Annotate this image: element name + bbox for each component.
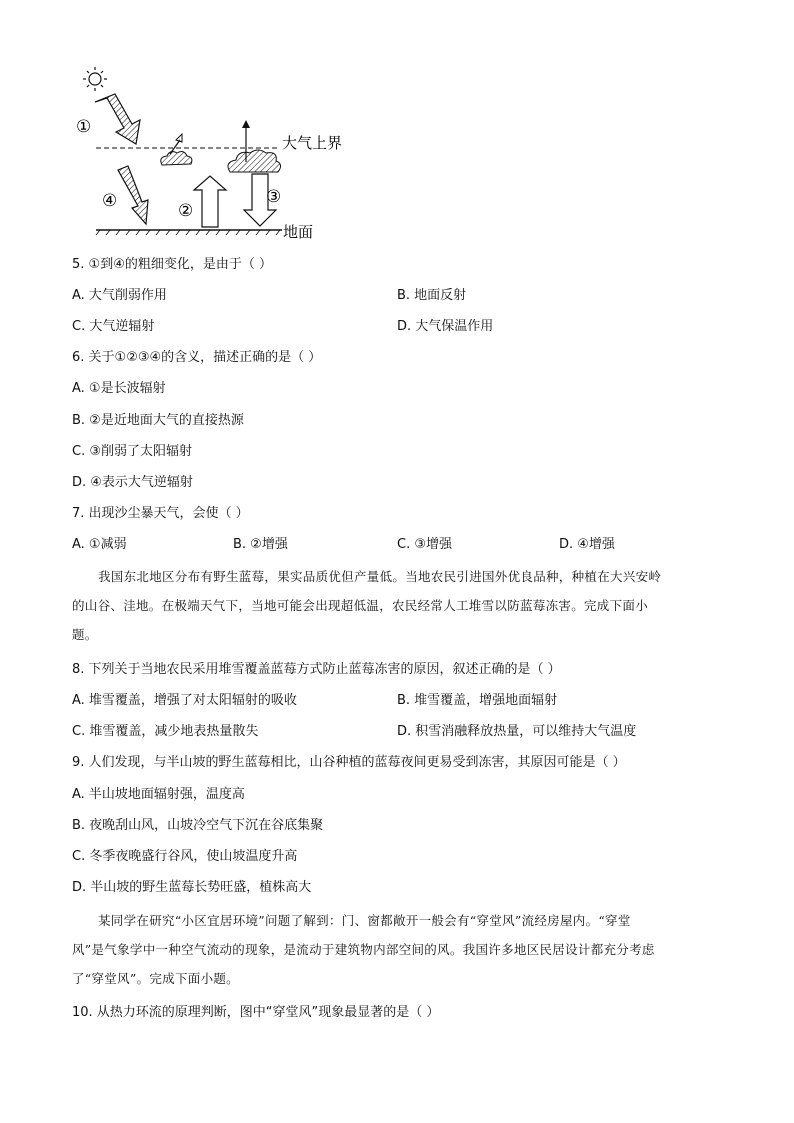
marker-3: ③: [266, 187, 282, 207]
ground-radiation-arrow: [194, 176, 226, 227]
q5-option-c[interactable]: C. 大气逆辐射: [72, 319, 155, 334]
q8-option-c[interactable]: C. 堆雪覆盖，减少地表热量散失: [72, 724, 259, 739]
q6-option-a[interactable]: A. ①是长波辐射: [72, 381, 166, 396]
passage-1-line-1: 我国东北地区分布有野生蓝莓，果实品质优但产量低。当地农民引进国外优良品种，种植在大兴安岭: [98, 569, 662, 584]
q8-option-d[interactable]: D. 积雪消融释放热量，可以维持大气温度: [397, 724, 637, 739]
marker-1: ①: [76, 117, 92, 137]
q7-option-a[interactable]: A. ①减弱: [72, 537, 127, 552]
passage-1-line-3: 题。: [72, 627, 98, 642]
q9-option-c[interactable]: C. 冬季夜晚盛行谷风，使山坡温度升高: [72, 849, 298, 864]
q6-option-c[interactable]: C. ③削弱了太阳辐射: [72, 444, 192, 459]
question-7-stem: 7. 出现沙尘暴天气，会使（ ）: [72, 506, 249, 521]
passage-2-line-3: 了“穿堂风”。完成下面小题。: [72, 971, 239, 986]
q5-option-b[interactable]: B. 地面反射: [397, 288, 467, 303]
q7-option-c[interactable]: C. ③增强: [397, 537, 452, 552]
sun-icon: [83, 67, 107, 91]
cloud-right-icon: [228, 150, 281, 172]
diagram-svg: [70, 62, 370, 247]
question-6-stem: 6. 关于①②③④的含义，描述正确的是（ ）: [72, 350, 322, 365]
q7-option-b[interactable]: B. ②增强: [233, 537, 288, 552]
question-8-stem: 8. 下列关于当地农民采用堆雪覆盖蓝莓方式防止蓝莓冻害的原因，叙述正确的是（ ）: [72, 662, 561, 677]
label-upper-atmosphere: 大气上界: [282, 134, 343, 152]
solar-radiation-arrow: [95, 94, 140, 144]
passage-2-line-2: 风”是气象学中一种空气流动的现象，是流动于建筑物内部空间的风。我国许多地区民居设计都充分考虑: [72, 942, 655, 957]
cloud-left-icon: [161, 152, 192, 165]
q9-option-d[interactable]: D. 半山坡的野生蓝莓长势旺盛，植株高大: [72, 880, 312, 895]
marker-4: ④: [102, 191, 118, 211]
q9-option-a[interactable]: A. 半山坡地面辐射强，温度高: [72, 787, 245, 802]
q6-option-b[interactable]: B. ②是近地面大气的直接热源: [72, 413, 244, 428]
q5-option-d[interactable]: D. 大气保温作用: [397, 319, 494, 334]
passage-1-line-2: 的山谷、洼地。在极端天气下，当地可能会出现超低温，农民经常人工堆雪以防蓝莓冻害。完成下面小: [72, 598, 649, 613]
atmosphere-heating-diagram: [70, 62, 370, 247]
marker-2: ②: [178, 201, 194, 221]
question-10-stem: 10. 从热力环流的原理判断，图中“穿堂风”现象最显著的是（ ）: [72, 1005, 440, 1020]
q8-option-b[interactable]: B. 堆雪覆盖，增强地面辐射: [397, 693, 558, 708]
passage-2-line-1: 某同学在研究“小区宜居环境”问题了解到：门、窗都敞开一般会有“穿堂风”流经房屋内。“穿堂: [98, 913, 631, 928]
question-9-stem: 9. 人们发现，与半山坡的野生蓝莓相比，山谷种植的蓝莓夜间更易受到冻害，其原因可能是（ ）: [72, 755, 626, 770]
question-5-stem: 5. ①到④的粗细变化，是由于（ ）: [72, 257, 272, 272]
q6-option-d[interactable]: D. ④表示大气逆辐射: [72, 475, 193, 490]
q7-option-d[interactable]: D. ④增强: [559, 537, 615, 552]
q5-option-a[interactable]: A. 大气削弱作用: [72, 288, 167, 303]
ground-solar-radiation-arrow: [118, 166, 148, 224]
label-ground: 地面: [283, 223, 314, 241]
q8-option-a[interactable]: A. 堆雪覆盖，增强了对太阳辐射的吸收: [72, 693, 297, 708]
passage-cross-ventilation: [72, 906, 724, 993]
q9-option-b[interactable]: B. 夜晚刮山风，山坡冷空气下沉在谷底集聚: [72, 818, 324, 833]
passage-blueberry: [72, 562, 724, 649]
